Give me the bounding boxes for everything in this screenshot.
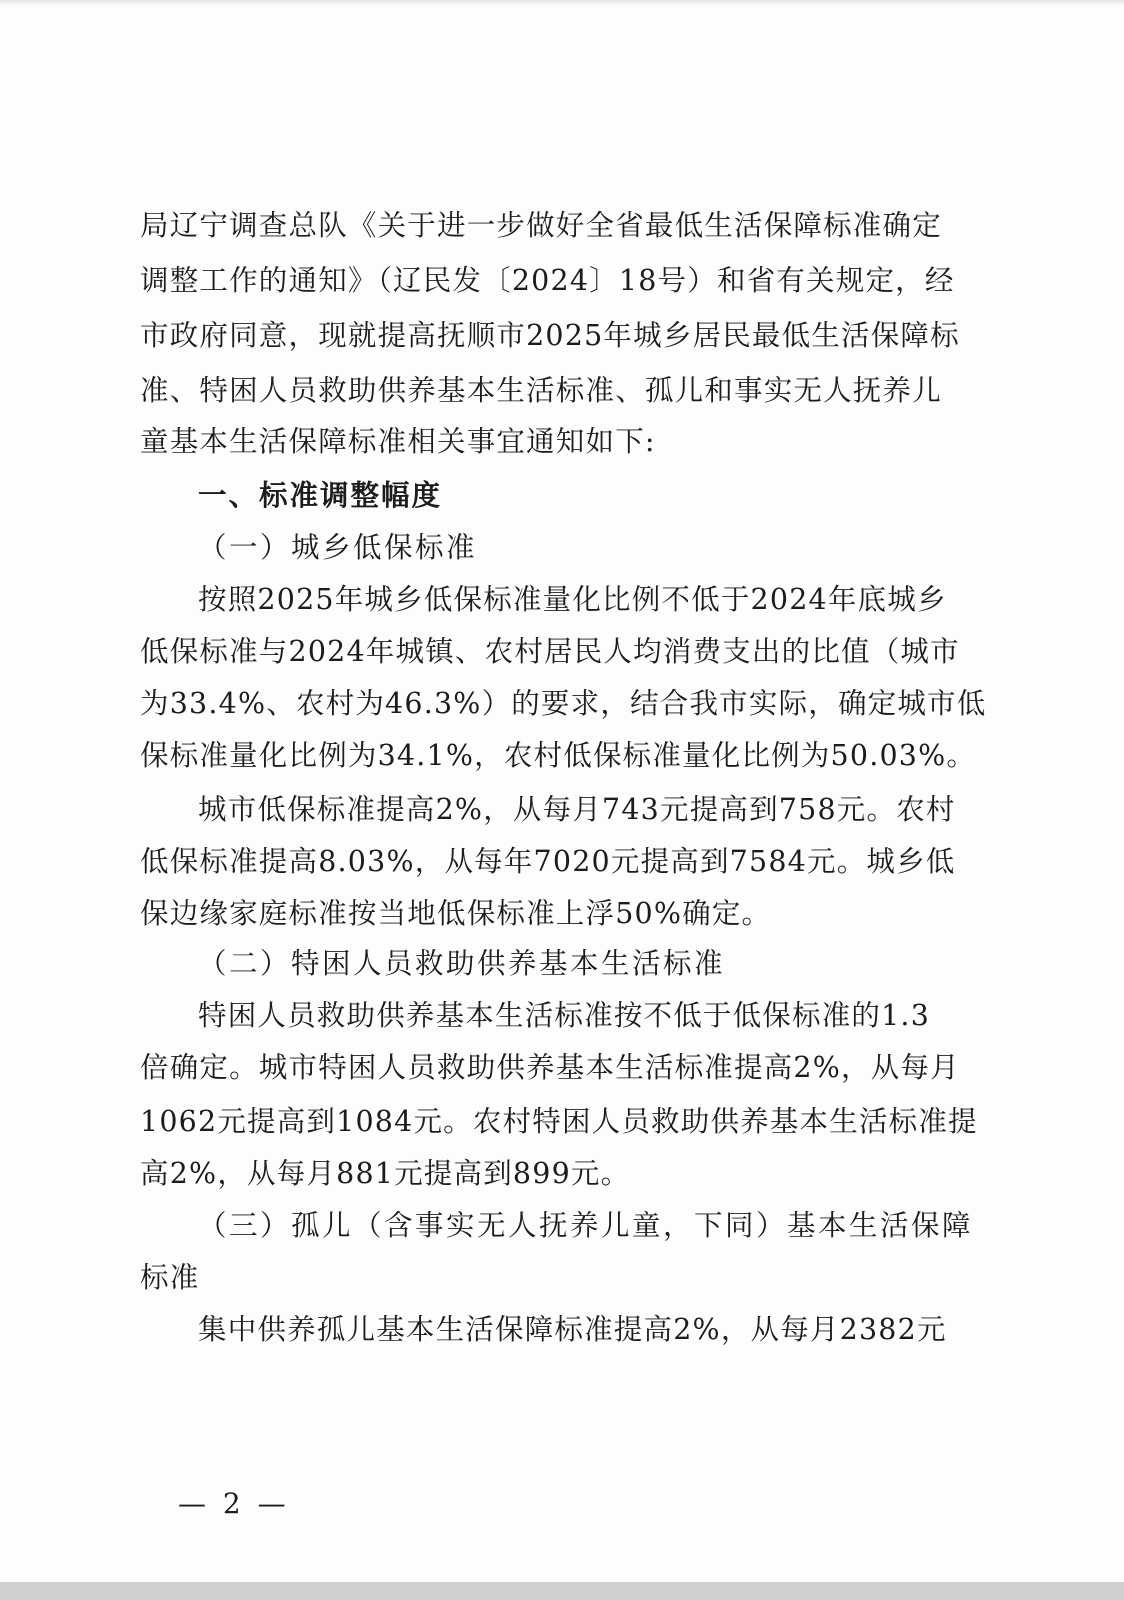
body-line: 高2%，从每月881元提高到899元。 [140,1157,631,1190]
bottom-page-edge [0,1582,1124,1600]
body-line: 准、特困人员救助供养基本生活标准、孤儿和事实无人抚养儿 [140,374,942,407]
subsection-heading-continued: 标准 [140,1261,200,1294]
body-line: 城市低保标准提高2%，从每月743元提高到758元。农村 [198,793,956,826]
body-line: 调整工作的通知》（辽民发〔2024〕18号）和省有关规定，经 [140,264,955,297]
body-line: 倍确定。城市特困人员救助供养基本生活标准提高2%，从每月 [140,1051,960,1084]
body-line: 低保标准提高8.03%，从每年7020元提高到7584元。城乡低 [140,845,956,878]
body-line: 保边缘家庭标准按当地低保标准上浮50%确定。 [140,897,772,930]
body-line: 保标准量化比例为34.1%，农村低保标准量化比例为50.03%。 [140,739,977,772]
body-line: 市政府同意，现就提高抚顺市2025年城乡居民最低生活保障标 [140,319,960,352]
body-line: 1062元提高到1084元。农村特困人员救助供养基本生活标准提 [140,1105,978,1138]
body-line: 低保标准与2024年城镇、农村居民人均消费支出的比值（城市 [140,635,960,668]
body-line: 按照2025年城乡低保标准量化比例不低于2024年底城乡 [198,583,947,616]
subsection-heading: （三）孤儿（含事实无人抚养儿童，下同）基本生活保障 [198,1209,974,1242]
top-page-edge [0,0,1124,6]
subsection-heading: （二）特困人员救助供养基本生活标准 [198,947,726,980]
page-number: — 2 — [178,1487,290,1520]
body-line: 为33.4%、农村为46.3%）的要求，结合我市实际，确定城市低 [140,687,987,720]
body-line: 童基本生活保障标准相关事宜通知如下: [140,425,656,458]
body-line: 局辽宁调查总队《关于进一步做好全省最低生活保障标准确定 [140,209,942,242]
section-heading: 一、标准调整幅度 [198,479,443,512]
subsection-heading: （一）城乡低保标准 [198,531,478,564]
body-line: 集中供养孤儿基本生活保障标准提高2%，从每月2382元 [198,1313,947,1346]
body-line: 特困人员救助供养基本生活标准按不低于低保标准的1.3 [198,999,931,1032]
